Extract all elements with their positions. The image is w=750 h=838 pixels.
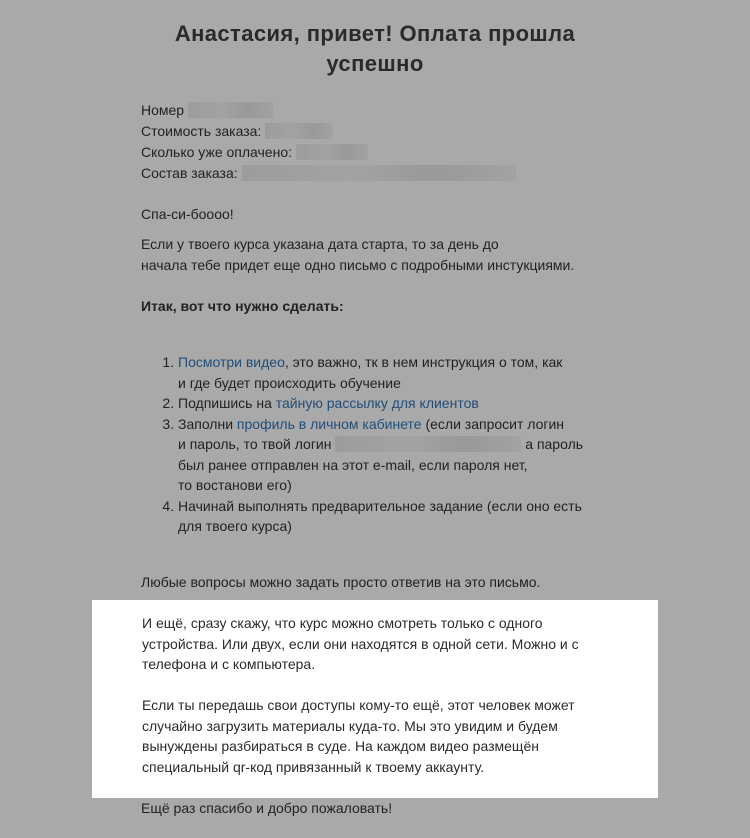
redacted-order-contents [242,165,516,181]
redacted-order-number [188,102,273,118]
notice-p2-line-3: вынуждены разбираться в суде. На каждом видео размещён [142,738,539,754]
todo-heading: Итак, вот что нужно сделать: [141,298,344,314]
step-3-line-4: то востанови его) [178,477,292,493]
notice-p2-line-2: случайно загрузить материалы куда-то. Мы это увидим и будем [142,717,558,734]
order-paid-label: Сколько уже оплачено: [141,144,292,160]
step-2-text: Подпишись на [178,395,276,411]
order-contents-row [141,163,516,184]
step-3-login-text: и пароль, то твой логин [178,436,332,452]
notice-p1-line-2: устройства. Или двух, если они находятся в одной сети. Можно и с [142,635,579,652]
order-number-row [141,100,273,121]
step-1 [178,352,618,393]
questions-text: Любые вопросы можно задать просто ответив на это письмо. [141,574,541,590]
order-paid-row [141,142,368,163]
step-4-line-1: Начинай выполнять предварительное задание (если оно есть [178,497,582,514]
farewell-text: Ещё раз спасибо и добро пожаловать! [141,800,393,816]
redacted-order-cost [265,123,333,139]
notice-p1-line-1: И ещё, сразу скажу, что курс можно смотреть только с одного [142,615,543,631]
step-2 [178,393,618,414]
watch-video-link[interactable]: Посмотри видео [178,354,285,370]
notice-p2-line-1: Если ты передашь свои доступы кому-то ещё, этот человек может [142,697,575,713]
course-start-line-2: начала тебе придет еще одно письмо с подробными инстукциями. [141,257,575,273]
notice-panel [92,600,658,798]
step-1-text-cont: и где будет происходить обучение [178,374,401,391]
secret-newsletter-link[interactable]: тайную рассылку для клиентов [275,395,479,411]
step-3-text: Заполни [178,415,237,432]
profile-link[interactable]: профиль в личном кабинете [236,415,422,432]
email-title: Анастасия, привет! Оплата прошла успешно [174,21,576,76]
redacted-order-paid [296,144,368,160]
notice-p2-line-4: специальный qr-код привязанный к твоему аккаунту. [142,758,485,775]
thanks-text: Спа-си-бoooo! [141,206,234,222]
step-3 [178,414,618,496]
step-4 [178,496,618,537]
order-cost-label: Стоимость заказа: [141,123,262,139]
course-start-line-1: Если у твоего курса указана дата старта, то за день до [141,236,499,252]
step-3-password-text: а пароль [521,436,584,452]
steps-list [141,352,618,537]
step-1-text: , это важно, тк в нем инструкция о том, как [284,354,563,370]
order-cost-row [141,121,333,142]
step-4-line-2: для твоего курса) [178,518,292,534]
redacted-login [335,436,521,452]
step-3-line-3: был ранее отправлен на этот e-mail, если пароля нет, [178,456,528,473]
step-3-text-rest: (если запросит логин [421,415,565,432]
order-contents-label: Состав заказа: [141,165,238,181]
order-number-label: Номер [141,102,185,118]
notice-p1-line-3: телефона и с компьютера. [142,656,316,672]
